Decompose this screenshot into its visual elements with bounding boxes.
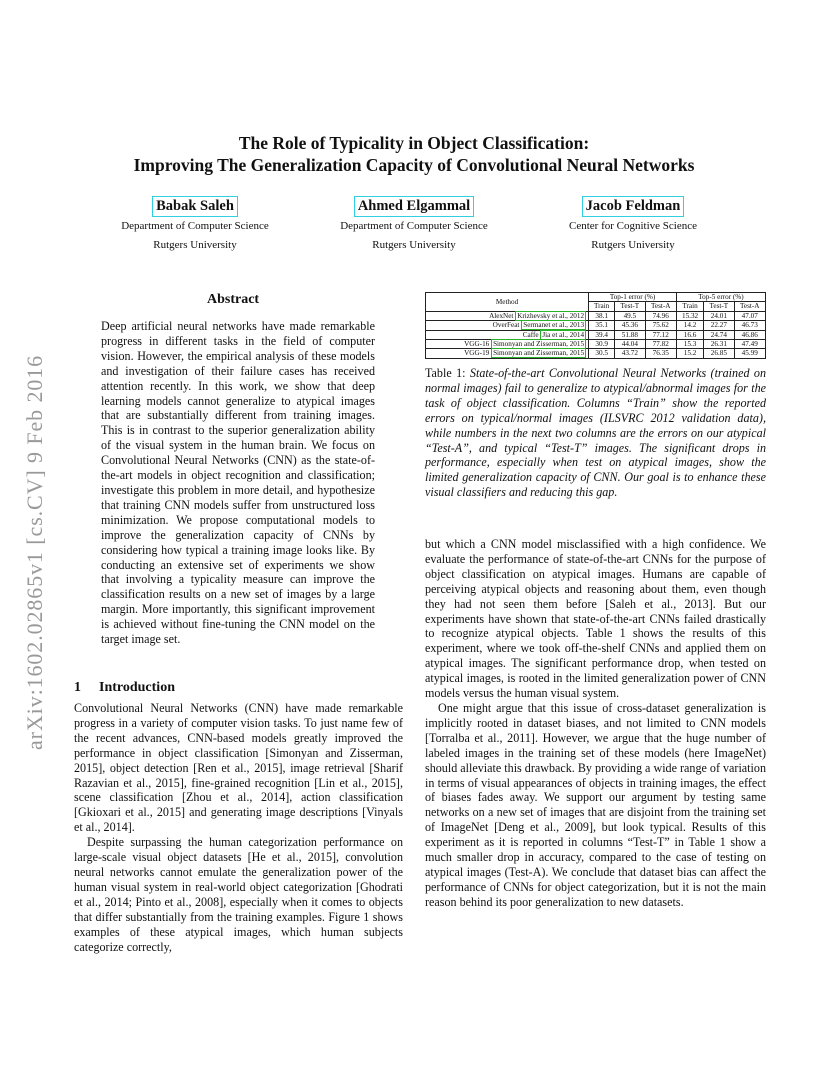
caption-label: Table 1: <box>425 366 466 380</box>
author-block <box>304 196 524 255</box>
table-cell: 47.49 <box>734 340 765 349</box>
table-cell: 43.72 <box>615 349 645 358</box>
table-cell: 46.86 <box>734 330 765 339</box>
author-department: Center for Cognitive Science <box>569 220 697 232</box>
table-header-top1: Top-1 error (%) <box>589 293 677 302</box>
author-name-link[interactable]: Jacob Feldman <box>582 196 685 217</box>
citation-link[interactable]: Simonyan and Zisserman, 2015 <box>493 340 585 349</box>
table-cell-method <box>426 321 589 330</box>
author-name-link[interactable]: Babak Saleh <box>152 196 238 217</box>
intro-heading <box>74 680 175 696</box>
model-name: VGG-16 <box>464 340 490 349</box>
author-department: Department of Computer Science <box>121 220 269 232</box>
table-subheader: Train <box>589 302 615 311</box>
title-line-1: The Role of Typicality in Object Classification: <box>238 133 590 153</box>
table-subheader: Test-A <box>645 302 676 311</box>
table-cell: 39.4 <box>589 330 615 339</box>
citation-link[interactable]: Sermanet et al., 2013 <box>523 321 585 330</box>
table-cell: 47.07 <box>734 311 765 320</box>
author-department: Department of Computer Science <box>340 220 488 232</box>
caption-text: State-of-the-art Convolutional Neural Networks (trained on normal images) fail to generalize to atypical/abnormal images for the task of object classification. Columns “Train” show the reported errors on typical/normal images (ILSVRC 2012 validation data), while numbers in the next two columns are the errors on our atypical “Test-A”, and typical “Test-T” images. The significant drops in performance, especially when test on atypical images, show the limited generalization capacity of CNN. Our goal is to enhance these visual classifiers and reducing this gap. <box>425 366 766 500</box>
table-cell: 15.32 <box>676 311 703 320</box>
table-cell: 51.88 <box>615 330 645 339</box>
title-line-2: Improving The Generalization Capacity of Convolutional Neural Networks <box>133 155 695 175</box>
author-institution: Rutgers University <box>372 239 456 251</box>
table-caption <box>425 366 766 500</box>
author-institution: Rutgers University <box>591 239 675 251</box>
table-cell: 38.1 <box>589 311 615 320</box>
citation-link[interactable]: Simonyan and Zisserman, 2015 <box>493 349 585 358</box>
model-name: AlexNet <box>489 311 514 320</box>
table-subheader: Train <box>676 302 703 311</box>
section-title: Introduction <box>99 680 175 695</box>
table-cell: 77.82 <box>645 340 676 349</box>
table-subheader: Test-T <box>615 302 645 311</box>
abstract-heading: Abstract <box>207 292 260 307</box>
table-cell: 30.9 <box>589 340 615 349</box>
citation-link[interactable]: Krizhevsky et al., 2012 <box>517 311 585 320</box>
table-row <box>426 330 766 339</box>
table-cell: 24.74 <box>704 330 734 339</box>
table-cell: 45.99 <box>734 349 765 358</box>
body-paragraph-1: but which a CNN model misclassified with a high confidence. We evaluate the performance of state-of-the-art CNNs for the purpose of object classification on atypical images. Humans are capable of perceiving atypical objects and reasoning about them, even though they had not seen them before [Saleh et al., 2013]. But our experiments have shown that state-of-the-art CNNs failed drastically to recognize atypical objects. Table 1 shows the results of this experiment, where we took off-the-shelf CNNs and applied them on atypical images. The significant performance drop, when tested on atypical images, is rooted in the limited generalization power of CNN models versus the human visual system. <box>425 537 766 701</box>
model-name: OverFeat <box>492 321 520 330</box>
table-cell-method <box>426 349 589 358</box>
author-name-link[interactable]: Ahmed Elgammal <box>354 196 474 217</box>
table-cell: 49.5 <box>615 311 645 320</box>
table-cell: 76.35 <box>645 349 676 358</box>
body-paragraph-2: One might argue that this issue of cross-dataset generalization is implicitly rooted in dataset biases, and not limited to CNN models [Torralba et al., 2011]. However, we argue that the huge number of labeled images in the training set of these models (here ImageNet) should alleviate this drawback. By providing a wide range of variation in terms of visual appearances of objects in training images, the effect of biases fades away. We support our argument by testing same networks on a new set of images that are disjoint from the training set of ImageNet [Deng et al., 2009], but look typical. Results of this experiment as it is reported in columns “Test-T” in Table 1 show a much smaller drop in accuracy, compared to the case of testing on atypical images (Test-A). We conclude that dataset bias can affect the performance of CNNs for object categorization, but it is not the main reason behind its poor generalization to new datasets. <box>425 700 766 909</box>
table-cell: 30.5 <box>589 349 615 358</box>
table-cell: 45.36 <box>615 321 645 330</box>
table-row <box>426 311 766 320</box>
table-cell: 24.01 <box>704 311 734 320</box>
table-cell: 26.31 <box>704 340 734 349</box>
author-block <box>523 196 743 255</box>
table-subheader: Test-A <box>734 302 765 311</box>
arxiv-id-text: arXiv:1602.02865v1 [cs.CV] 9 Feb 2016 <box>22 354 47 750</box>
table-cell: 15.2 <box>676 349 703 358</box>
table-cell: 44.04 <box>615 340 645 349</box>
abstract-body <box>101 319 375 647</box>
table-cell: 46.73 <box>734 321 765 330</box>
model-name: VGG-19 <box>464 349 490 358</box>
table-row <box>426 340 766 349</box>
table-header-top5: Top-5 error (%) <box>676 293 765 302</box>
abstract-text: Deep artificial neural networks have made remarkable progress in different tasks in the field of computer vision. However, the empirical analysis of these models and investigation of their failure cases has received attention recently. In this work, we show that deep learning models cannot generalize to atypical images that are substantially different from training images. This is in contrast to the superior generalization ability of the visual system in the human brain. We focus on Convolutional Neural Networks (CNN) as the state-of-the-art models in object recognition and classification; investigate this problem in more detail, and hypothesize that training CNN models suffer from unstructured loss minimization. We propose computational models to improve the generalization capacity of CNNs by considering how typical a training image looks like. By conducting an extensive set of experiments we show that involving a typicality measure can improve the classification results on a new set of images by a large margin. More importantly, this significant improvement is achieved without fine-tuning the CNN model on the target image set. <box>101 319 375 647</box>
arxiv-side-label <box>20 290 60 750</box>
table-row <box>426 321 766 330</box>
table-cell: 74.96 <box>645 311 676 320</box>
section-number: 1 <box>74 680 81 695</box>
intro-body <box>74 701 403 954</box>
table-row <box>426 349 766 358</box>
table-subheader: Test-T <box>704 302 734 311</box>
table-cell: 16.6 <box>676 330 703 339</box>
author-institution: Rutgers University <box>153 239 237 251</box>
model-name: Caffe <box>522 330 539 339</box>
intro-paragraph-1: Convolutional Neural Networks (CNN) have made remarkable progress in a variety of computer vision tasks. To just name few of the recent advances, CNN-based models greatly improved the performance in object classification [Simonyan and Zisserman, 2015], object detection [Ren et al., 2015], image retrieval [Sharif Razavian et al., 2015], fine-grained recognition [Lin et al., 2015], scene classification [Zhou et al., 2014], action classification [Gkioxari et al., 2015] and generating image descriptions [Vinyals et al., 2014]. <box>74 701 403 835</box>
table-cell: 77.12 <box>645 330 676 339</box>
author-block <box>85 196 305 255</box>
results-table <box>425 292 766 359</box>
right-column-body <box>425 537 766 910</box>
table-header-method: Method <box>426 293 589 312</box>
table-cell: 26.85 <box>704 349 734 358</box>
table-cell: 15.3 <box>676 340 703 349</box>
intro-paragraph-2: Despite surpassing the human categorization performance on large-scale visual object datasets [He et al., 2015], convolution neural networks cannot emulate the generalization power of the human visual system in real-world object categorization [Ghodrati et al., 2014; Pinto et al., 2008], especially when it comes to objects that differ substantially from the training examples. Figure 1 shows examples of these atypical images, which human subjects categorize correctly, <box>74 835 403 954</box>
table-cell: 14.2 <box>676 321 703 330</box>
table-cell: 22.27 <box>704 321 734 330</box>
table-cell: 75.62 <box>645 321 676 330</box>
citation-link[interactable]: Jia et al., 2014 <box>542 330 585 339</box>
table-cell: 35.1 <box>589 321 615 330</box>
paper-title <box>80 132 748 176</box>
